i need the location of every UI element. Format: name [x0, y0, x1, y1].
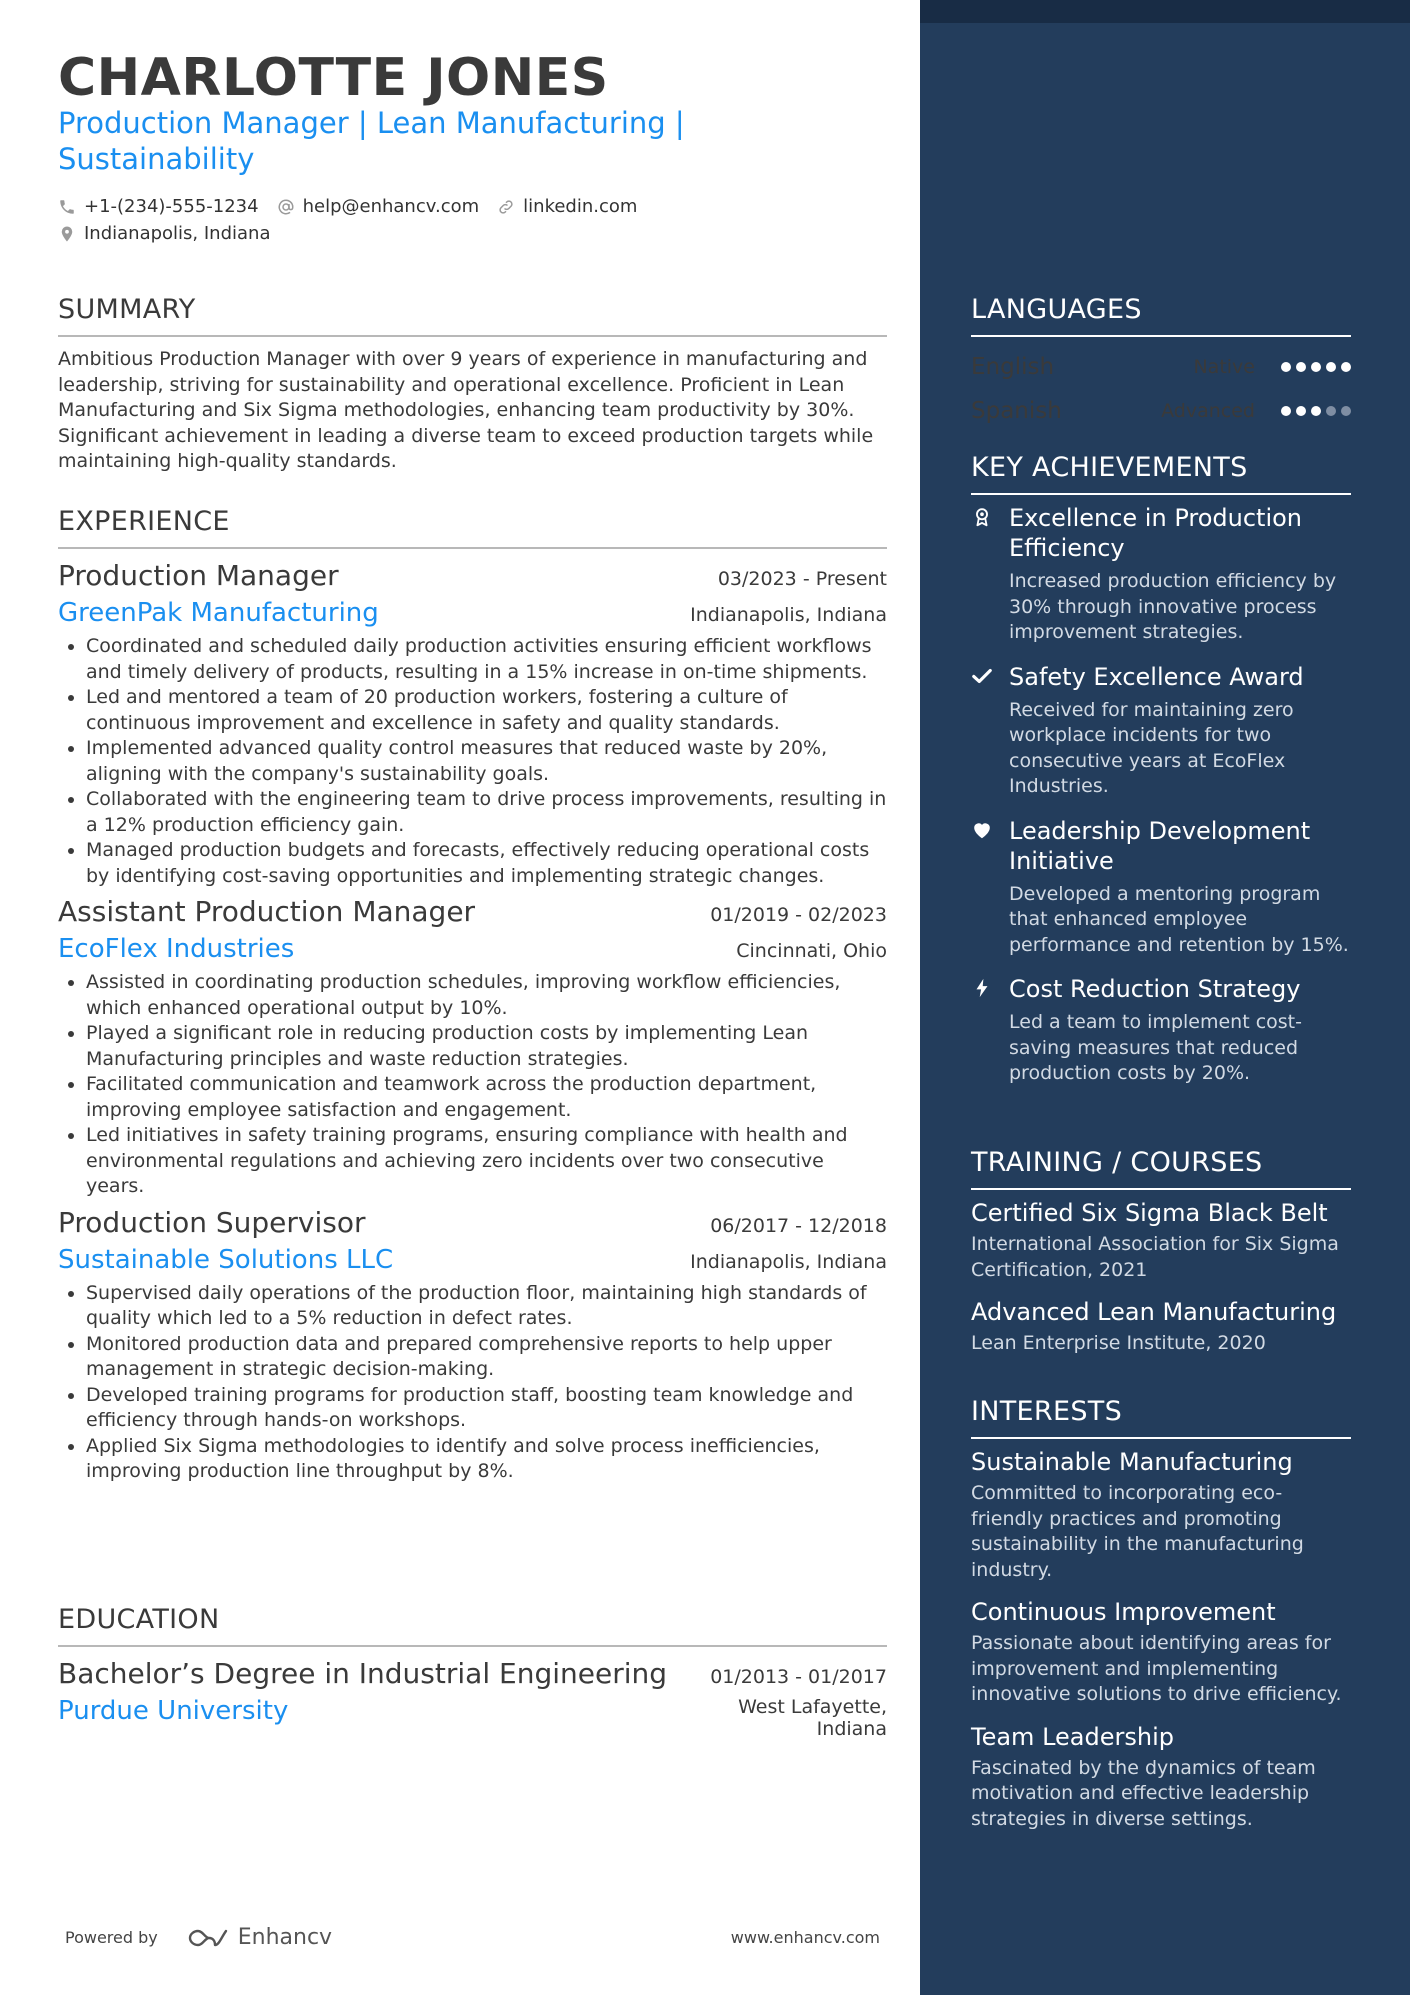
proficiency-dot-empty [1341, 406, 1351, 416]
job-bullets [58, 970, 887, 1200]
enhancv-logo[interactable] [186, 1925, 332, 1950]
contact-linkedin[interactable] [497, 196, 637, 217]
company-name[interactable]: GreenPak Manufacturing [58, 598, 379, 628]
interest-item [971, 1597, 1351, 1708]
job-bullets [58, 1281, 887, 1485]
achievement-item [971, 974, 1351, 1087]
heart-icon [971, 819, 993, 841]
education-location [738, 1696, 887, 1740]
bullet-item: • Led initiatives in safety training programs, ensuring compliance with health and environmental regulations and achieving zero incidents over two consecutive years. [86, 1123, 887, 1200]
linkedin-text: linkedin.com [523, 196, 638, 217]
job-entry [58, 559, 887, 889]
language-row [971, 345, 1351, 389]
brand-name: Enhancv [237, 1925, 333, 1950]
languages-title: LANGUAGES [971, 294, 1351, 337]
training-section [971, 1147, 1351, 1371]
job-dates: 01/2019 - 02/2023 [710, 904, 887, 926]
bullet-item: • Facilitated communication and teamwork across the production department, improving employee satisfaction and engagement. [86, 1072, 887, 1123]
proficiency-dots [1281, 362, 1351, 372]
contact-phone[interactable] [58, 196, 259, 217]
summary-section [58, 294, 887, 475]
education-section [58, 1604, 887, 1740]
bullet-item: • Led and mentored a team of 20 production workers, fostering a culture of continuous improvement and excellence in safety and quality standards. [86, 685, 887, 736]
proficiency-dot-filled [1296, 406, 1306, 416]
achievement-title: Safety Excellence Award [1009, 662, 1304, 691]
course-item [971, 1198, 1351, 1283]
bullet-item: • Played a significant role in reducing production costs by implementing Lean Manufacturing principles and waste reduction strategies. [86, 1021, 887, 1072]
proficiency-dot-filled [1281, 406, 1291, 416]
interest-desc: Passionate about identifying areas for improvement and implementing innovative solutions to drive efficiency. [971, 1632, 1342, 1705]
proficiency-dots [1281, 406, 1351, 416]
interests-title: INTERESTS [971, 1396, 1351, 1439]
training-title: TRAINING / COURSES [971, 1147, 1351, 1190]
interest-item [971, 1722, 1351, 1833]
interests-section [971, 1396, 1351, 1846]
achievement-item [971, 662, 1351, 800]
bullet-item: • Collaborated with the engineering team to drive process improvements, resulting in a 12% production efficiency gain. [86, 787, 887, 838]
contact-info [58, 193, 655, 247]
interest-item [971, 1447, 1351, 1583]
powered-by-label: Powered by [65, 1928, 158, 1947]
summary-title: SUMMARY [58, 294, 887, 337]
proficiency-dot-filled [1326, 362, 1336, 372]
proficiency-dot-filled [1311, 362, 1321, 372]
contact-location [58, 223, 271, 244]
course-desc: International Association for Six Sigma Certification, 2021 [971, 1233, 1339, 1281]
summary-text: Ambitious Production Manager with over 9 years of experience in manufacturing and leadership, striving for sustainability and operational excellence. Proficient in Lean Manufacturing and Six Sigma methodologies, enhancing team productivity by 30%. Significant achievement in leading a diverse team to exceed production targets while maintaining high-quality standards. [58, 348, 874, 472]
education-location-line1: West Lafayette, [738, 1696, 887, 1718]
company-name[interactable]: Sustainable Solutions LLC [58, 1244, 394, 1275]
languages-section [971, 294, 1351, 433]
job-dates: 06/2017 - 12/2018 [710, 1214, 887, 1237]
achievements-section [971, 452, 1351, 1103]
at-icon [277, 198, 295, 216]
achievement-item [971, 816, 1351, 959]
phone-icon [58, 198, 76, 216]
job-location: Cincinnati, Ohio [736, 940, 887, 962]
job-bullets [58, 634, 887, 889]
achievement-desc: Led a team to implement cost-saving measures that reduced production costs by 20%. [1009, 1011, 1302, 1084]
achievement-title: Cost Reduction Strategy [1009, 975, 1301, 1003]
course-item [971, 1297, 1351, 1357]
proficiency-dot-filled [1311, 406, 1321, 416]
bullet-item: • Monitored production data and prepared comprehensive reports to help upper management in strategic decision-making. [86, 1332, 887, 1383]
degree-title: Bachelor’s Degree in Industrial Engineering [58, 1657, 667, 1690]
interest-title: Team Leadership [971, 1722, 1174, 1751]
resume-name: CHARLOTTE JONES [58, 48, 609, 108]
bullet-item: • Applied Six Sigma methodologies to identify and solve process inefficiencies, improving production line throughput by 8%. [86, 1434, 887, 1485]
interest-desc: Fascinated by the dynamics of team motivation and effective leadership strategies in diverse settings. [971, 1756, 1316, 1830]
job-title: Assistant Production Manager [58, 895, 476, 928]
bullet-item: • Assisted in coordinating production schedules, improving workflow efficiencies, which enhanced operational output by 10%. [86, 970, 887, 1021]
email-text: help@enhancv.com [302, 196, 480, 217]
check-icon [971, 665, 993, 687]
achievement-desc: Received for maintaining zero workplace incidents for two consecutive years at EcoFlex Industries. [1009, 698, 1294, 797]
bullet-item: • Implemented advanced quality control measures that reduced waste by 20%, aligning with the company's sustainability goals. [86, 736, 887, 787]
proficiency-dot-filled [1281, 362, 1291, 372]
bullet-item: • Coordinated and scheduled daily production activities ensuring efficient workflows and timely delivery of products, resulting in a 15% increase in on-time shipments. [86, 634, 887, 685]
bullet-item: • Managed production budgets and forecasts, effectively reducing operational costs by identifying cost-saving opportunities and implementing strategic changes. [86, 838, 887, 889]
resume-headline: Production Manager | Lean Manufacturing | Sustainability [58, 106, 685, 176]
bullet-item: • Developed training programs for production staff, boosting team knowledge and efficiency through hands-on workshops. [86, 1383, 887, 1434]
job-entry [58, 895, 887, 1200]
school-name[interactable]: Purdue University [58, 1696, 289, 1726]
experience-title: EXPERIENCE [58, 506, 887, 549]
interest-title: Sustainable Manufacturing [971, 1448, 1293, 1476]
bullet-item: • Supervised daily operations of the production floor, maintaining high standards of quality which led to a 5% reduction in defect rates. [86, 1281, 887, 1332]
company-name[interactable]: EcoFlex Industries [58, 934, 295, 964]
achievement-item [971, 503, 1351, 646]
job-title: Production Manager [58, 559, 339, 592]
course-title: Advanced Lean Manufacturing [971, 1298, 1337, 1326]
job-title: Production Supervisor [58, 1205, 366, 1239]
education-title: EDUCATION [58, 1604, 887, 1647]
contact-email[interactable] [277, 196, 480, 217]
language-level: Native [1193, 356, 1255, 378]
achievement-title: Leadership Development Initiative [1009, 816, 1311, 875]
experience-section [58, 506, 887, 1491]
education-location-line2: Indiana [816, 1718, 887, 1740]
achievements-title: KEY ACHIEVEMENTS [971, 452, 1351, 495]
language-name: Spanish [971, 398, 1062, 424]
award-icon [971, 506, 993, 528]
interest-title: Continuous Improvement [971, 1598, 1276, 1626]
language-row [971, 389, 1351, 433]
education-dates: 01/2013 - 01/2017 [710, 1666, 887, 1688]
job-location: Indianapolis, Indiana [690, 604, 887, 626]
achievement-desc: Developed a mentoring program that enhanced employee performance and retention by 15%. [1009, 882, 1349, 956]
enhancv-logo-icon [186, 1927, 232, 1949]
link-icon [497, 198, 515, 216]
job-entry [58, 1206, 887, 1485]
phone-text: +1-(234)-555-1234 [84, 196, 259, 217]
job-dates: 03/2023 - Present [717, 568, 887, 590]
course-desc: Lean Enterprise Institute, 2020 [971, 1332, 1266, 1354]
language-name: English [971, 354, 1055, 380]
footer [65, 1925, 880, 1950]
job-location: Indianapolis, Indiana [690, 1250, 887, 1273]
course-title: Certified Six Sigma Black Belt [971, 1199, 1328, 1227]
interest-desc: Committed to incorporating eco-friendly practices and promoting sustainability in the manufacturing industry. [971, 1482, 1304, 1581]
achievement-title: Excellence in Production Efficiency [1009, 504, 1303, 562]
location-text: Indianapolis, Indiana [84, 223, 271, 244]
proficiency-dot-empty [1326, 406, 1336, 416]
proficiency-dot-filled [1341, 362, 1351, 372]
footer-url[interactable]: www.enhancv.com [730, 1928, 880, 1947]
location-pin-icon [58, 225, 76, 243]
language-level: Advanced [1161, 400, 1255, 422]
sidebar-top-strip [920, 0, 1410, 23]
bolt-icon [971, 977, 993, 999]
proficiency-dot-filled [1296, 362, 1306, 372]
achievement-desc: Increased production efficiency by 30% through innovative process improvement strategies. [1009, 570, 1337, 643]
